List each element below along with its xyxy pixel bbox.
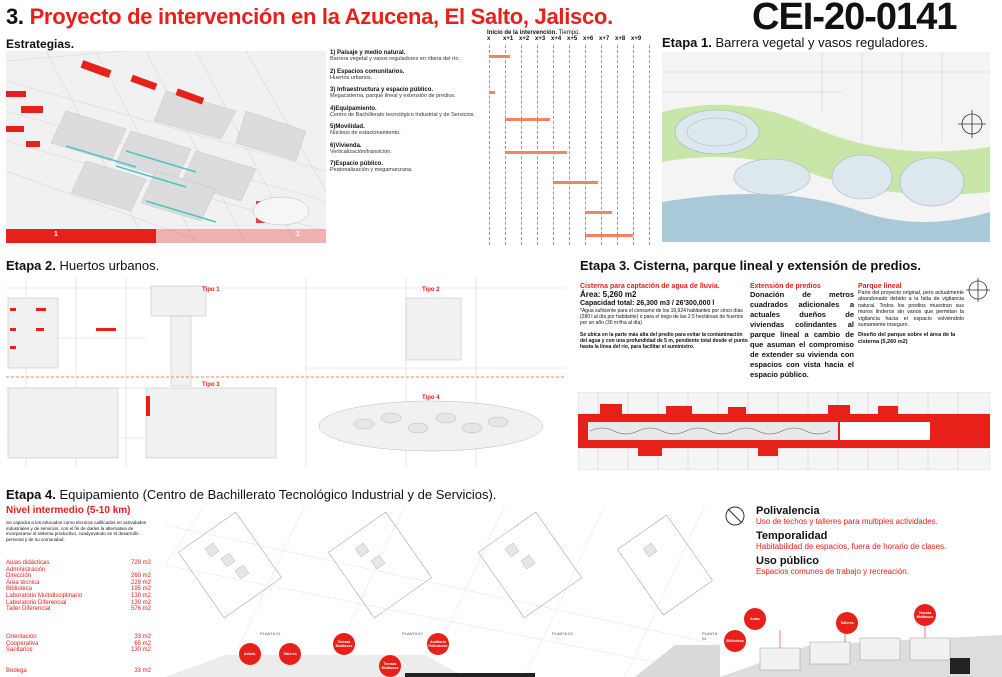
tipo-1-label: Tipo 1 xyxy=(202,287,220,293)
etapa3-col3 xyxy=(858,283,964,345)
gantt-bar-2 xyxy=(489,91,495,94)
strategy-item-5: 5)Movilidad. Núcleos de estacionamiento. xyxy=(330,124,401,136)
label-bubble: Biblioteca xyxy=(724,630,746,652)
gantt-col-7: x+7 xyxy=(599,36,610,42)
area-value: 130 m2 xyxy=(130,647,151,654)
strategy-item-4: 4)Equipamiento. Centro de Bachillerato tecnológico Industrial y de Servicios. xyxy=(330,105,475,118)
area-name: Administración xyxy=(6,566,46,573)
area-row xyxy=(6,647,151,654)
etapa4-axo-drawing xyxy=(720,590,1002,677)
strategy-item-1: 1) Paisaje y medio natural. Barrera vegetal y vasos reguladores en ribera del río. xyxy=(330,50,460,62)
area-name: Sanitarios xyxy=(6,647,33,654)
etapa4-plans xyxy=(165,505,720,677)
gantt-gridline xyxy=(617,45,618,245)
plan-label-4: PLANTA 04 xyxy=(702,631,718,641)
label-bubble: Aulas xyxy=(744,608,766,630)
etapa4-level: Nivel intermedio (5-10 km) xyxy=(6,505,131,516)
area-name: Cooperativa xyxy=(6,640,39,647)
tipo-2-label: Tipo 2 xyxy=(422,287,440,293)
parque-body: Parte del proyecto original, pero actualmente abandonado debido a la falta de vigilancia natural. Todos los predios muestran sus muros linderos sin vanos que permitan la vigilancia hacia el espacio volviéndolo sumamente inseguro. xyxy=(858,290,964,329)
gantt-col-6: x+6 xyxy=(583,36,594,42)
gantt-col-9: x+9 xyxy=(631,36,642,42)
area-name: Área técnica xyxy=(6,579,40,586)
area-name: Dirección xyxy=(6,573,32,580)
cisterna-note: *Agua suficiente para el consumo de los 16,924 habitantes por cinco días (280 l al día por habitante) o para el riego de las 2.5 hectáreas de huertos por un año (30 m³/ha al día) xyxy=(580,308,744,326)
property-text: Habitabilidad de espacios, fuera de horario de clases. xyxy=(756,542,947,551)
gantt-col-1: x+1 xyxy=(503,36,514,42)
gantt-gridline xyxy=(521,45,522,245)
strategy-item-6: 6)Vivienda. Verticalización/transición. xyxy=(330,142,392,155)
extension-body: Donación de metros cuadrados adicionales a actuales dueños de viviendas colindantes al parque lineal a cambio de que asuman el compromiso de extender su vivienda con espacios con vista hacia el espacio público. xyxy=(750,290,854,379)
gantt-bar-3 xyxy=(505,118,550,121)
area-row xyxy=(6,668,151,675)
area-value: 130 m2 xyxy=(130,599,151,606)
title-text: Proyecto de intervención en la Azucena, El Salto, Jalisco. xyxy=(29,4,613,29)
gantt-bar-6 xyxy=(585,211,612,214)
area-name: Biblioteca xyxy=(6,586,33,593)
gantt-col-4: x+4 xyxy=(551,36,562,42)
label-bubble: Talleres xyxy=(836,612,858,634)
property-item xyxy=(756,555,991,576)
etapa3-park-plan xyxy=(578,392,990,470)
gantt-col-0: x xyxy=(487,36,491,42)
strategy-item-3: 3) Infraestructura y espacio público. Megacisterna, parque lineal y extensión de predios. xyxy=(330,87,456,99)
north-arrow-icon xyxy=(965,278,991,302)
plan-label-2: PLANTA 02 xyxy=(402,631,423,636)
strategies-map xyxy=(6,51,326,243)
gantt-chart xyxy=(487,30,659,244)
area-value: 195 m2 xyxy=(130,586,151,593)
areas-list-2 xyxy=(6,634,151,654)
strategies-heading: Estrategias. xyxy=(6,37,75,51)
area-row xyxy=(6,586,151,593)
gantt-gridline xyxy=(585,45,586,245)
parque-title: Parque lineal xyxy=(858,283,902,290)
gantt-gridline xyxy=(633,45,634,245)
area-name: Orientación xyxy=(6,634,37,640)
cisterna-capacity: Capacidad total: 26,300 m3 / 26'300,000 l xyxy=(580,300,715,307)
gantt-col-3: x+3 xyxy=(535,36,546,42)
property-title: Polivalencia xyxy=(756,505,820,517)
etapa1-heading: Etapa 1. Barrera vegetal y vasos reguladores. xyxy=(662,35,928,50)
area-name: Bodega xyxy=(6,668,27,674)
strategy-item-2: 2) Espacios comunitarios. Huertos urbanos. xyxy=(330,68,405,81)
plan-label-1: PLANTA 01 xyxy=(260,631,281,636)
label-bubble: Terraza Multiusos xyxy=(379,655,401,677)
gantt-gridline xyxy=(537,45,538,245)
area-row xyxy=(6,600,151,607)
area-row xyxy=(6,593,151,600)
gantt-bar-4 xyxy=(505,151,567,154)
property-item xyxy=(756,505,991,526)
gantt-col-2: x+2 xyxy=(519,36,530,42)
area-value: 33 m2 xyxy=(134,668,151,674)
plan-label-3: PLANTA 03 xyxy=(552,631,573,636)
gantt-title: Inicio de la intervención. Tiempo. xyxy=(487,30,581,36)
gantt-gridline xyxy=(553,45,554,245)
area-name: Laboratorio Multidisciplinario xyxy=(6,592,83,599)
gantt-col-5: x+5 xyxy=(567,36,578,42)
strategies-map-drawing xyxy=(6,51,326,243)
label-bubble: Terraza Multiusos xyxy=(333,633,355,655)
area-name: Aulas didácticas xyxy=(6,560,50,566)
etapa1-drawing xyxy=(662,52,990,242)
property-title: Uso público xyxy=(756,555,819,567)
label-bubble: Auditorio Polivalente xyxy=(427,633,449,655)
gantt-gridline xyxy=(601,45,602,245)
cisterna-location: Se ubica en la parte más alta del predio para evitar la contaminación del agua y con una profundidad de 5 m, pendiente total desde el punto hasta la línea del río, para facilitar el suministro. xyxy=(580,332,748,350)
area-row xyxy=(6,606,151,613)
property-text: Uso de techos y talleres para multiples actividades. xyxy=(756,517,938,526)
label-bubble: Admin. xyxy=(239,643,261,665)
etapa3-col1 xyxy=(580,283,748,350)
label-bubble: Terraza Multiusos xyxy=(914,604,936,626)
strategy-item-7: 7)Espacio público. Peatonalización y megamanzana. xyxy=(330,161,413,173)
area-name: Taller Diferencial xyxy=(6,606,51,613)
etapa2-heading: Etapa 2. Huertos urbanos. xyxy=(6,258,160,273)
area-row xyxy=(6,560,151,567)
gantt-gridline xyxy=(505,45,506,245)
etapa4-properties xyxy=(756,505,991,580)
label-bubble: Talleres xyxy=(279,643,301,665)
property-title: Temporalidad xyxy=(756,530,828,542)
map-label-right: 1 xyxy=(296,231,300,238)
etapa2-plan xyxy=(6,278,566,468)
title-number: 3. xyxy=(6,4,24,29)
etapa1-plan xyxy=(662,52,990,242)
cisterna-title: Cisterna para captación de agua de lluvia. xyxy=(580,283,720,290)
area-row xyxy=(6,567,151,574)
area-row xyxy=(6,634,151,641)
page-title xyxy=(6,4,613,30)
etapa2-drawing xyxy=(6,278,566,468)
area-name: Laboratorio Diferencial xyxy=(6,599,67,606)
area-value: 576 m2 xyxy=(130,606,151,613)
map-label-left: 1 xyxy=(54,231,58,238)
property-text: Espacios comunes de trabajo y recreación. xyxy=(756,567,909,576)
etapa3-park-drawing xyxy=(578,392,990,470)
project-code: CEI-20-0141 xyxy=(752,0,957,38)
strategies-list xyxy=(330,50,475,180)
area-value: 130 m2 xyxy=(130,592,151,599)
property-item xyxy=(756,530,991,551)
gantt-col-8: x+8 xyxy=(615,36,626,42)
parque-design: Diseño del parque sobre el área de la cisterna (5,260 m2) xyxy=(858,332,956,345)
gantt-area xyxy=(487,45,659,245)
area-value: 729 m2 xyxy=(130,560,151,566)
area-row xyxy=(6,580,151,587)
gantt-bar-7 xyxy=(585,234,633,237)
gantt-bar-5 xyxy=(553,181,598,184)
gantt-bar-1 xyxy=(489,55,510,58)
cisterna-area: Área: 5,260 m2 xyxy=(580,290,637,299)
gantt-gridline xyxy=(649,45,650,245)
tipo-3-label: Tipo 3 xyxy=(202,382,220,388)
gantt-gridline xyxy=(569,45,570,245)
area-value: 260 m2 xyxy=(130,573,151,580)
area-row xyxy=(6,573,151,580)
area-value: 33 m2 xyxy=(134,634,151,640)
gantt-gridline xyxy=(489,45,490,245)
extension-title: Extensión de predios xyxy=(750,283,821,290)
areas-list xyxy=(6,560,151,613)
etapa3-col2 xyxy=(750,283,854,380)
area-value: 65 m2 xyxy=(134,640,151,647)
etapa4-heading: Etapa 4. Equipamiento (Centro de Bachillerato Tecnológico Industrial y de Servicios). xyxy=(6,487,497,502)
area-row xyxy=(6,641,151,648)
etapa4-axo xyxy=(720,590,1002,677)
no-entry-icon xyxy=(724,505,746,527)
tipo-4-label: Tipo 4 xyxy=(422,395,440,401)
areas-list-3 xyxy=(6,668,151,675)
area-value: 229 m2 xyxy=(130,579,151,586)
gantt-columns xyxy=(487,36,659,45)
etapa4-intro: Se capacita a los educados como técnicos calificados en actividades industriales y de servicios, con el fin de darles la alternativa de incorporarse al sistema productivo, coadyuvando en el desarrollo personal y de su comunidad. xyxy=(6,520,147,542)
etapa3-heading: Etapa 3. Cisterna, parque lineal y extensión de predios. xyxy=(580,258,921,273)
